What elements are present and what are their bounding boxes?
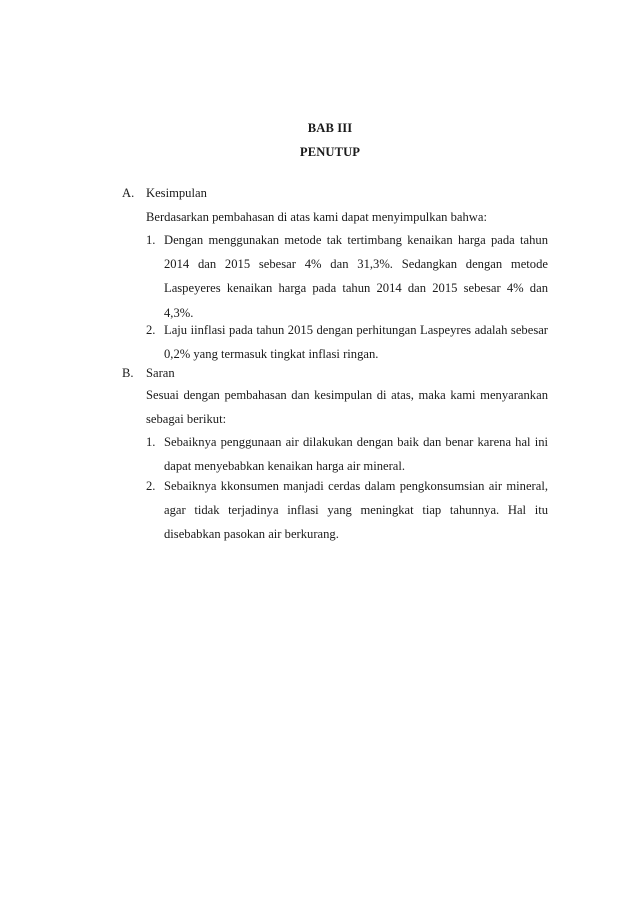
section-letter: B. xyxy=(122,366,134,380)
list-item-text: Laju iinflasi pada tahun 2015 dengan perhitungan Laspeyres adalah sebesar 0,2% yang termasuk tingkat inflasi ringan. xyxy=(164,323,548,362)
list-item-text: Sebaiknya penggunaan air dilakukan dengan baik dan benar karena hal ini dapat menyebabkan kenaikan harga air mineral. xyxy=(164,435,548,474)
list-item xyxy=(146,228,548,325)
list-item-text: Dengan menggunakan metode tak tertimbang kenaikan harga pada tahun 2014 dan 2015 sebesar 4% dan 31,3%. Sedangkan dengan metode Laspeyeres kenaikan harga pada tahun 2014 dan 2015 sebesar 4% dan 4,3%. xyxy=(164,233,548,320)
list-item-number: 2. xyxy=(146,323,156,337)
list-item xyxy=(146,318,548,366)
section-intro: Sesuai dengan pembahasan dan kesimpulan di atas, maka kami menyarankan sebagai berikut: xyxy=(146,388,548,427)
list-item-text: Sebaiknya kkonsumen manjadi cerdas dalam pengkonsumsian air mineral, agar tidak terjadinya inflasi yang meningkat tiap tahunnya. Hal itu disebabkan pasokan air berkurang. xyxy=(164,479,548,542)
section-heading-saran xyxy=(122,366,175,381)
list-item xyxy=(146,474,548,547)
list-item xyxy=(146,430,548,478)
section-title: Kesimpulan xyxy=(146,186,207,200)
list-item-number: 1. xyxy=(146,233,156,247)
section-heading-kesimpulan xyxy=(122,186,207,201)
list-item-number: 1. xyxy=(146,435,156,449)
section-title: Saran xyxy=(146,366,175,380)
chapter-number: BAB III xyxy=(307,121,353,135)
section-intro: Berdasarkan pembahasan di atas kami dapat menyimpulkan bahwa: xyxy=(146,210,487,224)
section-letter: A. xyxy=(122,186,135,200)
chapter-title: PENUTUP xyxy=(299,145,361,159)
list-item-number: 2. xyxy=(146,479,156,493)
